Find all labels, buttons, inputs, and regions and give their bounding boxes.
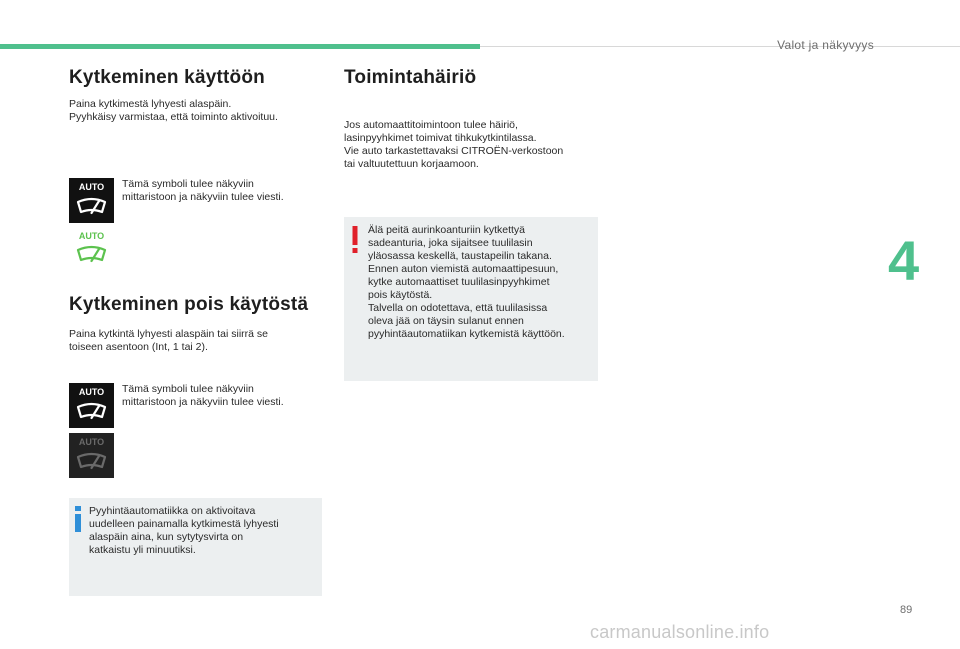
warning-note	[344, 217, 598, 381]
deactivation-symbol-line: Tämä symboli tulee näkyviin	[122, 383, 254, 395]
warning-note-line: pois käytöstä.	[368, 289, 433, 301]
auto-label: AUTO	[78, 231, 105, 241]
page-number: 89	[900, 604, 913, 616]
section-label: Valot ja näkyvyys	[777, 38, 874, 52]
auto-label: AUTO	[78, 437, 105, 447]
auto-wiper-icon-inactive	[69, 433, 114, 478]
info-note-line: Pyyhintäautomatiikka on aktivoitava	[89, 505, 256, 517]
malfunction-text-line: lasinpyyhkimet toimivat tihkukytkintilassa.	[344, 132, 537, 144]
auto-label: AUTO	[78, 387, 105, 397]
activation-symbol-text	[122, 178, 284, 204]
info-note-line: uudelleen painamalla kytkimestä lyhyesti	[89, 518, 279, 530]
info-icon	[74, 506, 82, 532]
warning-note-line: oleva jää on täysin sulanut ennen	[368, 315, 524, 327]
warning-note-line: Ennen auton viemistä automaattipesuun,	[368, 263, 559, 275]
activation-symbol-line: Tämä symboli tulee näkyviin	[122, 178, 254, 190]
info-note-line: alaspäin aina, kun sytytysvirta on	[89, 531, 244, 543]
warning-icon	[351, 226, 359, 254]
header-rule	[480, 46, 960, 47]
watermark: carmanualsonline.info	[590, 622, 770, 642]
warning-note-text	[368, 224, 565, 341]
activation-text-line: Pyyhkäisy varmistaa, että toiminto aktivoituu.	[69, 111, 278, 123]
warning-note-line: pyyhintäautomatiikan kytkemistä käyttöön.	[368, 328, 565, 340]
malfunction-text-line: tai valtuutettuun korjaamoon.	[344, 158, 479, 170]
auto-wiper-icon-dark	[69, 383, 114, 428]
warning-note-line: sadeanturia, joka sijaitsee tuulilasin	[368, 237, 533, 249]
malfunction-text-line: Vie auto tarkastettavaksi CITROËN-verkostoon	[344, 145, 564, 157]
malfunction-text	[344, 119, 563, 171]
auto-label: AUTO	[78, 182, 105, 192]
warning-note-line: Talvella on odotettava, että tuulilasissa	[368, 302, 548, 314]
info-note-line: katkaistu yli minuutiksi.	[89, 544, 196, 556]
info-note-text	[89, 505, 279, 557]
header-accent-bar	[0, 44, 480, 49]
deactivation-text-line: toiseen asentoon (Int, 1 tai 2).	[69, 341, 208, 353]
malfunction-title: Toimintahäiriö	[344, 67, 477, 88]
warning-note-line: kytke automaattiset tuulilasinpyyhkimet	[368, 276, 550, 288]
deactivation-text-line: Paina kytkintä lyhyesti alaspäin tai siirrä se	[69, 328, 269, 340]
activation-text	[69, 98, 278, 124]
activation-text-line: Paina kytkimestä lyhyesti alaspäin.	[69, 98, 232, 110]
deactivation-symbol-line: mittaristoon ja näkyviin tulee viesti.	[122, 396, 284, 408]
deactivation-title: Kytkeminen pois käytöstä	[69, 294, 309, 315]
auto-wiper-icon-dark	[69, 178, 114, 223]
warning-note-line: yläosassa keskellä, taustapeilin takana.	[368, 250, 552, 262]
warning-note-line: Älä peitä aurinkoanturiin kytkettyä	[368, 224, 526, 236]
info-note	[69, 498, 322, 596]
activation-symbol-line: mittaristoon ja näkyviin tulee viesti.	[122, 191, 284, 203]
malfunction-text-line: Jos automaattitoimintoon tulee häiriö,	[344, 119, 518, 131]
activation-title: Kytkeminen käyttöön	[69, 67, 265, 88]
chapter-number: 4	[888, 229, 920, 292]
auto-wiper-icon-green	[69, 228, 114, 273]
deactivation-symbol-text	[122, 383, 284, 409]
deactivation-text	[69, 328, 268, 354]
